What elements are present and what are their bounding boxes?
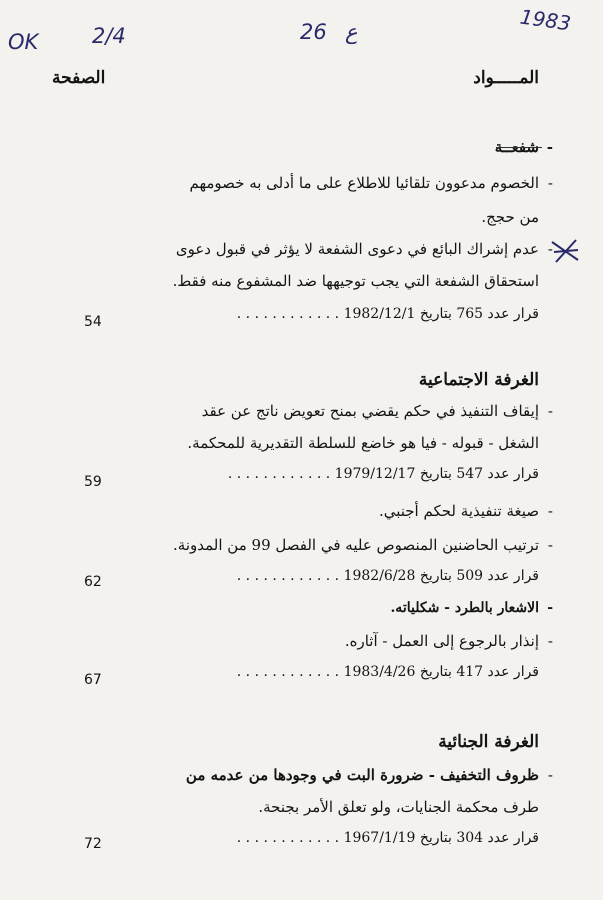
shufaa-item-2: - عدم إشراك البائع في دعوى الشفعة لا يؤثر في قبول دعوى [175, 240, 553, 258]
handwritten-ok: OK [8, 30, 39, 54]
handwritten-number: 26 [300, 20, 327, 44]
shufaa-title: - شفعــة [494, 138, 553, 156]
social-item-4: - الاشعار بالطرد - شكلياته. [390, 600, 553, 616]
social-page-2: 62 [84, 574, 102, 590]
social-item-1-cont: الشغل - قبوله - فيا هو خاضع للسلطة التقديرية للمحكمة. [187, 434, 539, 452]
handwritten-fraction: 2/4 [92, 24, 126, 48]
shufaa-item-1: - الخصوم مدعوون تلقائيا للاطلاع على ما أدلى به خصومهم [189, 174, 553, 192]
shufaa-item-2-cont: استحقاق الشفعة التي يجب توجيهها ضد المشفوع منه فقط. [172, 272, 539, 290]
shufaa-item-1-cont: من حجج. [481, 208, 539, 226]
social-title: الغرفة الاجتماعية [418, 370, 539, 390]
social-item-1: - إيقاف التنفيذ في حكم يقضي بمنح تعويض ناتج عن عقد [201, 402, 553, 420]
criminal-item-1: - ظروف التخفيف - ضرورة البت في وجودها من عدمه من [185, 766, 553, 784]
title-underline [496, 147, 542, 148]
criminal-page: 72 [84, 836, 102, 852]
criminal-item-1-cont: طرف محكمة الجنايات، ولو تعلق الأمر بجنحة. [258, 798, 539, 816]
social-item-5: - إنذار بالرجوع إلى العمل - آثاره. [344, 632, 553, 650]
social-ref-3: قرار عدد 417 بتاريخ 1983/4/26 . . . . . . . . . . . . [236, 664, 539, 680]
social-page-1: 59 [84, 474, 102, 490]
social-item-3: - ترتيب الحاضنين المنصوص عليه في الفصل 99 من المدونة. [173, 536, 553, 554]
handwritten-mark: ع [345, 20, 358, 44]
criminal-title: الغرفة الجنائية [438, 732, 539, 752]
shufaa-ref: قرار عدد 765 بتاريخ 1982/12/1 . . . . . . . . . . . . [236, 306, 539, 322]
header-materials: المـــــواد [473, 68, 539, 88]
handwritten-cross-icon [548, 236, 582, 266]
handwritten-year: 1983 [518, 4, 573, 36]
social-ref-1: قرار عدد 547 بتاريخ 1979/12/17 . . . . . . . . . . . . [227, 466, 539, 482]
shufaa-page: 54 [84, 314, 102, 330]
social-page-3: 67 [84, 672, 102, 688]
criminal-ref: قرار عدد 304 بتاريخ 1967/1/19 . . . . . . . . . . . . [236, 830, 539, 846]
social-ref-2: قرار عدد 509 بتاريخ 1982/6/28 . . . . . . . . . . . . [236, 568, 539, 584]
header-page: الصفحة [52, 68, 106, 88]
social-item-2: - صيغة تنفيذية لحكم أجنبي. [378, 502, 553, 520]
